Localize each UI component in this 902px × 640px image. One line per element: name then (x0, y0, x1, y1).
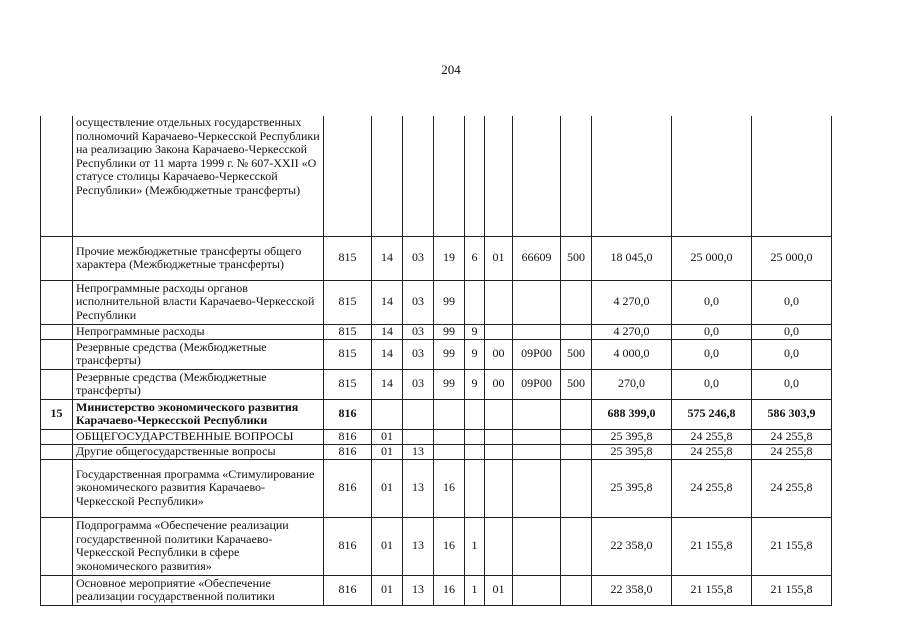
col-event (485, 324, 513, 339)
col-amount-3 (752, 116, 832, 236)
col-section: 14 (372, 236, 403, 280)
row-index (41, 236, 73, 280)
col-subsection (403, 399, 434, 429)
col-event (485, 116, 513, 236)
col-ministry-code: 815 (324, 369, 372, 399)
row-name: Государственная программа «Стимулирование экономического развития Карачаево-Черкесской Республики» (73, 459, 324, 517)
col-expense-type (561, 517, 592, 575)
col-amount-3: 24 255,8 (752, 459, 832, 517)
col-section: 14 (372, 369, 403, 399)
col-direction (513, 429, 561, 444)
col-amount-1: 4 270,0 (592, 324, 672, 339)
col-section: 01 (372, 517, 403, 575)
table-row (41, 459, 832, 517)
col-amount-2: 21 155,8 (672, 517, 752, 575)
row-index (41, 369, 73, 399)
col-subsection (403, 116, 434, 236)
row-index (41, 575, 73, 605)
col-expense-type: 500 (561, 369, 592, 399)
col-amount-1: 22 358,0 (592, 575, 672, 605)
row-index (41, 339, 73, 369)
table-body (41, 116, 832, 605)
col-subsection: 03 (403, 236, 434, 280)
col-event (485, 429, 513, 444)
table-row (41, 339, 832, 369)
col-program: 16 (434, 459, 465, 517)
row-name: Прочие межбюджетные трансферты общего характера (Межбюджетные трансферты) (73, 236, 324, 280)
col-amount-3: 21 155,8 (752, 517, 832, 575)
col-program: 16 (434, 575, 465, 605)
col-subsection: 13 (403, 444, 434, 459)
col-amount-1: 22 358,0 (592, 517, 672, 575)
row-index (41, 324, 73, 339)
row-name: Непрограммные расходы органов исполнительной власти Карачаево-Черкесской Республики (73, 280, 324, 324)
col-event (485, 517, 513, 575)
col-ministry-code: 815 (324, 236, 372, 280)
col-subprogram: 9 (465, 324, 485, 339)
col-subprogram (465, 399, 485, 429)
col-amount-1: 688 399,0 (592, 399, 672, 429)
col-event (485, 444, 513, 459)
col-direction (513, 116, 561, 236)
col-amount-3: 0,0 (752, 324, 832, 339)
col-section: 14 (372, 339, 403, 369)
col-direction (513, 280, 561, 324)
col-subsection (403, 429, 434, 444)
col-program (434, 399, 465, 429)
col-subsection: 03 (403, 280, 434, 324)
col-amount-2: 21 155,8 (672, 575, 752, 605)
table-row (41, 399, 832, 429)
col-expense-type (561, 116, 592, 236)
col-direction (513, 517, 561, 575)
col-amount-2: 0,0 (672, 339, 752, 369)
col-amount-2: 24 255,8 (672, 459, 752, 517)
col-ministry-code: 815 (324, 324, 372, 339)
col-amount-2: 24 255,8 (672, 429, 752, 444)
row-index (41, 429, 73, 444)
col-expense-type (561, 429, 592, 444)
col-expense-type (561, 399, 592, 429)
col-expense-type (561, 444, 592, 459)
col-program: 16 (434, 517, 465, 575)
col-subsection: 13 (403, 459, 434, 517)
col-program: 99 (434, 280, 465, 324)
col-ministry-code: 816 (324, 575, 372, 605)
row-name: Другие общегосударственные вопросы (73, 444, 324, 459)
col-event (485, 459, 513, 517)
col-section (372, 116, 403, 236)
col-amount-3: 586 303,9 (752, 399, 832, 429)
col-amount-2 (672, 116, 752, 236)
row-name: ОБЩЕГОСУДАРСТВЕННЫЕ ВОПРОСЫ (73, 429, 324, 444)
col-amount-3: 21 155,8 (752, 575, 832, 605)
row-name: Подпрограмма «Обеспечение реализации государственной политики Карачаево-Черкесской Республики в сфере экономического развития» (73, 517, 324, 575)
col-event: 00 (485, 339, 513, 369)
col-program (434, 444, 465, 459)
row-name: Основное мероприятие «Обеспечение реализации государственной политики (73, 575, 324, 605)
table-row (41, 369, 832, 399)
col-amount-1: 270,0 (592, 369, 672, 399)
col-expense-type: 500 (561, 236, 592, 280)
col-ministry-code: 816 (324, 444, 372, 459)
table-row (41, 236, 832, 280)
col-subprogram: 9 (465, 339, 485, 369)
col-ministry-code: 815 (324, 280, 372, 324)
col-amount-2: 25 000,0 (672, 236, 752, 280)
col-amount-1: 4 000,0 (592, 339, 672, 369)
col-program (434, 116, 465, 236)
col-expense-type (561, 459, 592, 517)
col-subprogram (465, 429, 485, 444)
col-amount-2: 0,0 (672, 324, 752, 339)
row-index (41, 444, 73, 459)
col-event: 00 (485, 369, 513, 399)
table-row (41, 116, 832, 236)
row-index (41, 280, 73, 324)
col-amount-3: 0,0 (752, 339, 832, 369)
col-expense-type (561, 280, 592, 324)
row-name: Непрограммные расходы (73, 324, 324, 339)
col-amount-2: 575 246,8 (672, 399, 752, 429)
col-event (485, 280, 513, 324)
col-subsection: 13 (403, 575, 434, 605)
col-section: 01 (372, 575, 403, 605)
col-subprogram (465, 116, 485, 236)
row-index (41, 517, 73, 575)
col-subprogram (465, 444, 485, 459)
col-subprogram (465, 280, 485, 324)
col-subsection: 03 (403, 369, 434, 399)
col-amount-3: 24 255,8 (752, 444, 832, 459)
table-row (41, 429, 832, 444)
col-amount-2: 0,0 (672, 280, 752, 324)
col-event: 01 (485, 575, 513, 605)
col-direction (513, 324, 561, 339)
col-amount-1 (592, 116, 672, 236)
col-section: 14 (372, 280, 403, 324)
col-direction (513, 444, 561, 459)
col-amount-1: 25 395,8 (592, 459, 672, 517)
col-section: 01 (372, 429, 403, 444)
col-section: 14 (372, 324, 403, 339)
col-direction: 66609 (513, 236, 561, 280)
col-amount-2: 24 255,8 (672, 444, 752, 459)
col-amount-3: 0,0 (752, 280, 832, 324)
col-program (434, 429, 465, 444)
table-row (41, 517, 832, 575)
col-event: 01 (485, 236, 513, 280)
col-program: 99 (434, 324, 465, 339)
row-index: 15 (41, 399, 73, 429)
col-direction (513, 575, 561, 605)
col-direction: 09Р00 (513, 369, 561, 399)
col-expense-type: 500 (561, 339, 592, 369)
table-row (41, 444, 832, 459)
col-section: 01 (372, 459, 403, 517)
col-subsection: 13 (403, 517, 434, 575)
col-event (485, 399, 513, 429)
col-subprogram: 6 (465, 236, 485, 280)
col-direction (513, 399, 561, 429)
col-subsection: 03 (403, 324, 434, 339)
table-row (41, 324, 832, 339)
col-subprogram: 1 (465, 517, 485, 575)
col-amount-2: 0,0 (672, 369, 752, 399)
row-name: Резервные средства (Межбюджетные трансферты) (73, 369, 324, 399)
col-direction (513, 459, 561, 517)
col-section (372, 399, 403, 429)
col-amount-1: 25 395,8 (592, 429, 672, 444)
page-number: 204 (441, 62, 461, 77)
col-ministry-code: 815 (324, 339, 372, 369)
col-ministry-code (324, 116, 372, 236)
col-program: 19 (434, 236, 465, 280)
col-section: 01 (372, 444, 403, 459)
col-amount-1: 25 395,8 (592, 444, 672, 459)
row-name: Резервные средства (Межбюджетные трансферты) (73, 339, 324, 369)
col-amount-1: 18 045,0 (592, 236, 672, 280)
col-subprogram: 9 (465, 369, 485, 399)
col-ministry-code: 816 (324, 459, 372, 517)
table-row (41, 575, 832, 605)
col-amount-3: 0,0 (752, 369, 832, 399)
col-subprogram: 1 (465, 575, 485, 605)
row-name: осуществление отдельных государственных полномочий Карачаево-Черкесской Республики на реализацию Закона Карачаево-Черкесской Республики от 11 марта 1999 г. № 607-XXII «О статусе столицы Карачаево-Черкесской Республики» (Межбюджетные трансферты) (73, 116, 324, 236)
col-program: 99 (434, 369, 465, 399)
table-row (41, 280, 832, 324)
col-ministry-code: 816 (324, 517, 372, 575)
col-amount-3: 24 255,8 (752, 429, 832, 444)
col-ministry-code: 816 (324, 399, 372, 429)
col-subsection: 03 (403, 339, 434, 369)
col-subprogram (465, 459, 485, 517)
col-program: 99 (434, 339, 465, 369)
row-index (41, 116, 73, 236)
col-expense-type (561, 575, 592, 605)
col-amount-3: 25 000,0 (752, 236, 832, 280)
col-ministry-code: 816 (324, 429, 372, 444)
col-direction: 09Р00 (513, 339, 561, 369)
budget-table (40, 116, 832, 606)
col-expense-type (561, 324, 592, 339)
row-index (41, 459, 73, 517)
row-name: Министерство экономического развития Карачаево-Черкесской Республики (73, 399, 324, 429)
col-amount-1: 4 270,0 (592, 280, 672, 324)
